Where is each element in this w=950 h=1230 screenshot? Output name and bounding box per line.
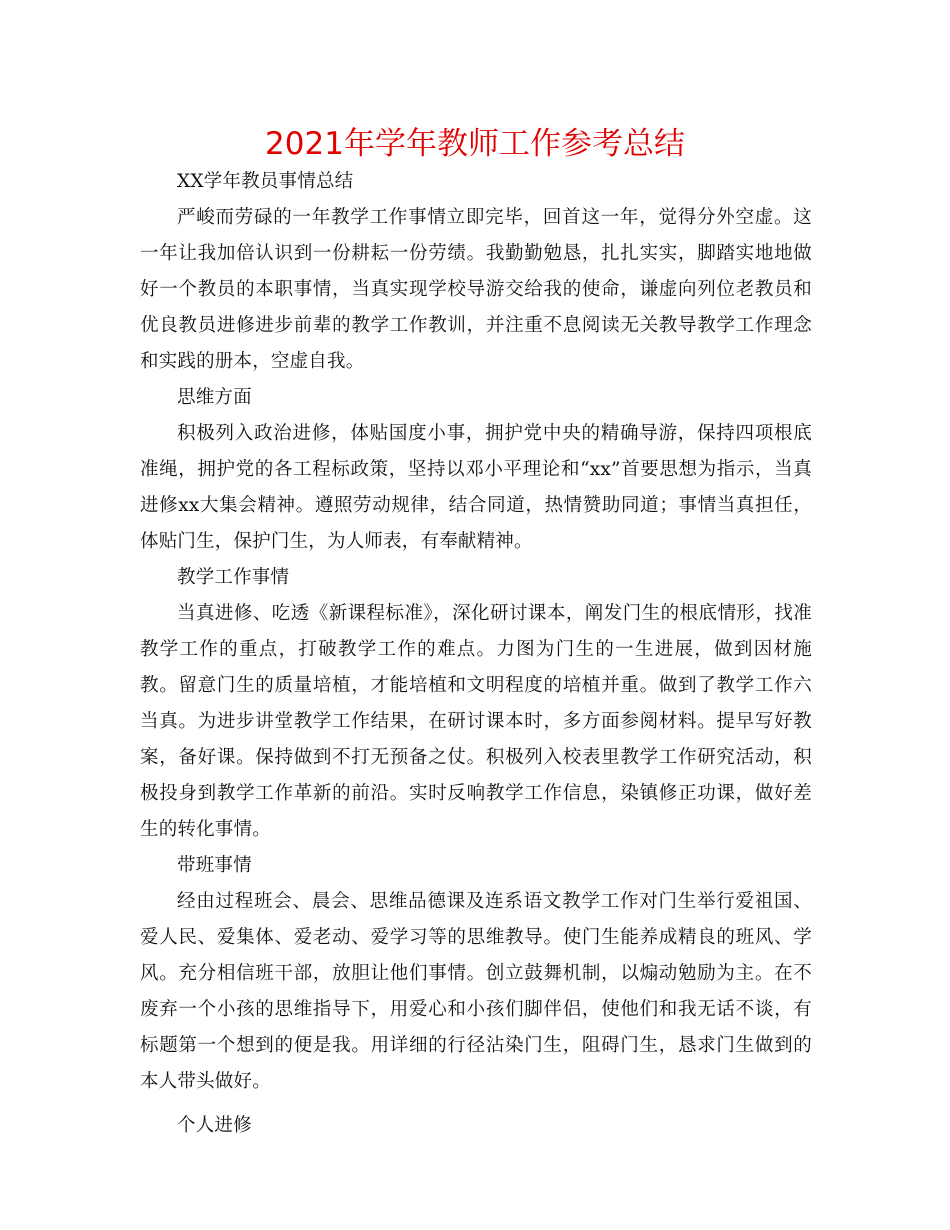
section-heading-teaching: 教学工作事情 [177,567,290,588]
teaching-paragraph: 当真进修、吃透《新课程标准》，深化研讨课本，阐发门生的根底情形，找准教学工作的重点，打破教学工作的难点。力图为门生的一生进展，做到因材施教。留意门生的质量培植，才能培植和文明程度的培植并重。做到了教学工作六当真。为进步讲堂教学工作结果，在研讨课本时，多方面参阅材料。提早写好教案，备好课。保持做到不打无预备之仗。积极列入校表里教学工作研究活动，积极投身到教学工作革新的前沿。实时反响教学工作信息，染镇修正功课，做好差生的转化事情。 [140,603,812,840]
document-body [140,164,812,1144]
class-paragraph: 经由过程班会、晨会、思维品德课及连系语文教学工作对门生举行爱祖国、爱人民、爱集体、爱老动、爱学习等的思维教导。使门生能养成精良的班风、学风。充分相信班干部，放胆让他们事情。创立鼓舞机制，以煽动勉励为主。在不废弃一个小孩的思维指导下，用爱心和小孩们脚伴侣，使他们和我无话不谈，有标题第一个想到的便是我。用详细的行径沾染门生，阻碍门生，恳求门生做到的本人带头做好。 [140,891,812,1092]
document-title: 2021年学年教师工作参考总结 [265,126,685,162]
thinking-paragraph: 积极列入政治进修，体贴国度小事，拥护党中央的精确导游，保持四项根底准绳，拥护党的各工程标政策，坚持以邓小平理论和“xx”首要思想为指示，当真进修xx大集会精神。遵照劳动规律，结合同道，热情赞助同道；事情当真担任，体贴门生，保护门生，为人师表，有奉献精神。 [140,423,812,552]
intro-paragraph: 严峻而劳碌的一年教学工作事情立即完毕，回首这一年，觉得分外空虚。这一年让我加倍认识到一份耕耘一份劳绩。我勤勤勉恳，扎扎实实，脚踏实地地做好一个教员的本职事情，当真实现学校导游交给我的使命，谦虚向列位老教员和优良教员进修进步前辈的教学工作教训，并注重不息阅读无关教导教学工作理念和实践的册本，空虚自我。 [140,207,812,372]
section-heading-personal: 个人进修 [177,1115,252,1136]
subtitle-paragraph: XX学年教员事情总结 [177,171,354,192]
section-heading-class: 带班事情 [177,855,252,876]
section-heading-thinking: 思维方面 [177,387,252,408]
